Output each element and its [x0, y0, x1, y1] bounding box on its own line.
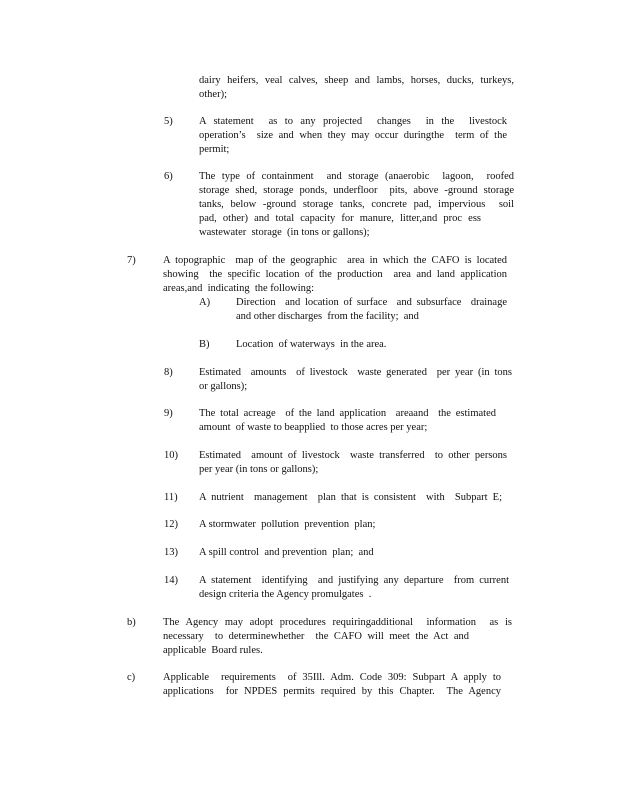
text-line: operation’s size and when they may occur duringthe term of the — [199, 130, 507, 141]
item-number: 8) — [164, 367, 173, 378]
item-number: 11) — [164, 492, 178, 503]
item-number: 10) — [164, 450, 178, 461]
text-line: applicable Board rules. — [163, 645, 263, 656]
text-line: Location of waterways in the area. — [236, 339, 387, 350]
text-line: necessary to determinewhether the CAFO will meet the Act and — [163, 631, 469, 642]
text-line: dairy heifers, veal calves, sheep and lambs, horses, ducks, turkeys, — [199, 75, 514, 86]
item-number: c) — [127, 672, 136, 683]
item-number: 7) — [127, 255, 136, 266]
item-number: 12) — [164, 519, 178, 530]
item-number: 6) — [164, 171, 173, 182]
text-line: or gallons); — [199, 381, 248, 392]
text-line: showing the specific location of the production area and land application — [163, 269, 507, 280]
text-line: pad, other) and total capacity for manure, litter,and proc ess — [199, 213, 481, 224]
text-line: The Agency may adopt procedures requiringadditional information as is — [163, 617, 512, 628]
text-line: Direction and location of surface and subsurface drainage — [236, 297, 507, 308]
item-number: 9) — [164, 408, 173, 419]
text-line: storage shed, storage ponds, underfloor pits, above -ground storage — [199, 185, 514, 196]
item-number: B) — [199, 339, 210, 350]
text-line: permit; — [199, 144, 230, 155]
text-line: The total acreage of the land application areaand the estimated — [199, 408, 496, 419]
text-line: A statement identifying and justifying any departure from current — [199, 575, 509, 586]
text-line: Estimated amount of livestock waste transferred to other persons — [199, 450, 507, 461]
text-line: applications for NPDES permits required by this Chapter. The Agency — [163, 686, 501, 697]
text-line: and other discharges from the facility; and — [236, 311, 419, 322]
item-number: 13) — [164, 547, 178, 558]
item-number: 5) — [164, 116, 173, 127]
text-line: Estimated amounts of livestock waste generated per year (in tons — [199, 367, 512, 378]
item-number: 14) — [164, 575, 178, 586]
text-line: The type of containment and storage (anaerobic lagoon, roofed — [199, 171, 514, 182]
text-line: A statement as to any projected changes in the livestock — [199, 116, 507, 127]
text-line: A spill control and prevention plan; and — [199, 547, 374, 558]
text-line: areas,and indicating the following: — [163, 283, 315, 294]
text-line: A nutrient management plan that is consistent with Subpart E; — [199, 492, 502, 503]
text-line: amount of waste to beapplied to those acres per year; — [199, 422, 428, 433]
item-number: b) — [127, 617, 136, 628]
text-line: A topographic map of the geographic area in which the CAFO is located — [163, 255, 507, 266]
text-line: tanks, below -ground storage tanks, concrete pad, impervious soil — [199, 199, 514, 210]
text-line: per year (in tons or gallons); — [199, 464, 319, 475]
text-line: A stormwater pollution prevention plan; — [199, 519, 376, 530]
item-number: A) — [199, 297, 211, 308]
text-line: wastewater storage (in tons or gallons); — [199, 227, 370, 238]
text-line: other); — [199, 89, 227, 100]
text-line: design criteria the Agency promulgates . — [199, 589, 372, 600]
text-line: Applicable requirements of 35Ill. Adm. Code 309: Subpart A apply to — [163, 672, 501, 683]
